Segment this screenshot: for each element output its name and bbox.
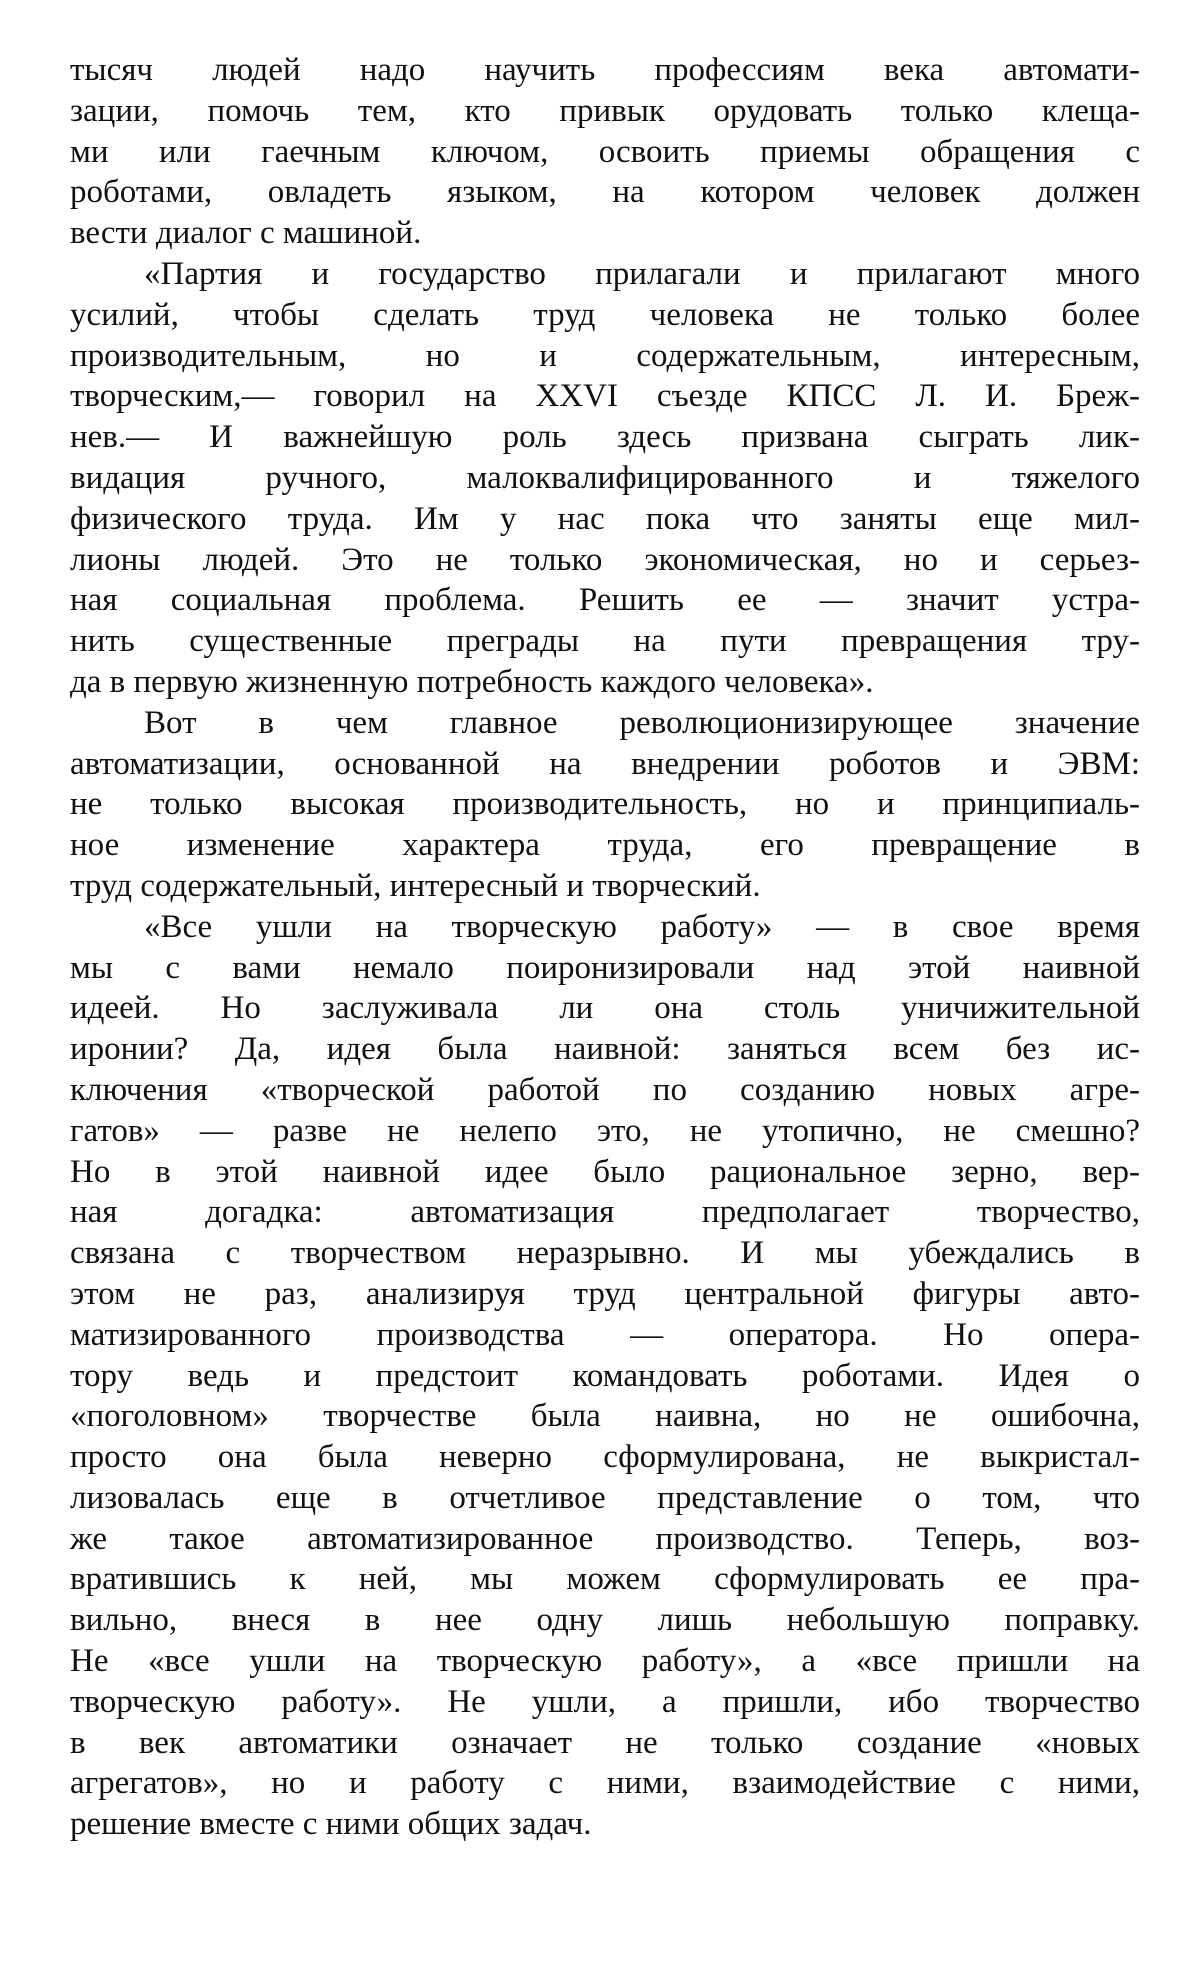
text-line: Вот в чем главное революционизирующее значение — [144, 704, 1140, 741]
text-line: ми или гаечным ключом, освоить приемы обращения с — [70, 133, 1140, 170]
text-line: не только высокая производительность, но и принципиаль- — [70, 786, 1140, 823]
paragraph-2 — [70, 254, 1140, 703]
text-line: Но в этой наивной идее было рациональное зерно, вер- — [70, 1153, 1140, 1190]
text-line: этом не раз, анализируя труд центральной фигуры авто- — [70, 1275, 1140, 1312]
text-line: иронии? Да, идея была наивной: заняться всем без ис- — [70, 1031, 1140, 1068]
text-line: вратившись к ней, мы можем сформулировать ее пра- — [70, 1561, 1140, 1598]
text-line: просто она была неверно сформулирована, не выкристал- — [70, 1439, 1140, 1476]
text-line: зации, помочь тем, кто привык орудовать только клеща- — [70, 92, 1140, 129]
text-line: роботами, овладеть языком, на котором человек должен — [70, 174, 1140, 211]
text-line: видация ручного, малоквалифицированного и тяжелого — [70, 459, 1140, 496]
paragraph-3 — [70, 703, 1140, 907]
text-line: лизовалась еще в отчетливое представление о том, что — [70, 1479, 1140, 1516]
text-line: в век автоматики означает не только создание «новых — [70, 1724, 1140, 1761]
text-line: автоматизации, основанной на внедрении роботов и ЭВМ: — [70, 745, 1140, 782]
text-line: же такое автоматизированное производство. Теперь, воз- — [70, 1520, 1140, 1557]
text-line: связана с творчеством неразрывно. И мы убеждались в — [70, 1235, 1140, 1272]
text-line: ное изменение характера труда, его превращение в — [70, 827, 1140, 864]
text-line: Не «все ушли на творческую работу», а «все пришли на — [70, 1643, 1140, 1680]
text-line: «Все ушли на творческую работу» — в свое время — [144, 908, 1140, 945]
text-line: «поголовном» творчестве была наивна, но не ошибочна, — [70, 1398, 1140, 1435]
text-line: матизированного производства — оператора. Но опера- — [70, 1316, 1140, 1353]
text-line: гатов» — разве не нелепо это, не утопично, не смешно? — [70, 1112, 1140, 1149]
text-line: ная догадка: автоматизация предполагает творчество, — [70, 1194, 1140, 1231]
text-line: лионы людей. Это не только экономическая, но и серьез- — [70, 541, 1140, 578]
text-line: «Партия и государство прилагали и прилагают много — [144, 255, 1140, 292]
text-line: агрегатов», но и работу с ними, взаимодействие с ними, — [70, 1765, 1140, 1802]
text-line: усилий, чтобы сделать труд человека не только более — [70, 296, 1140, 333]
text-line: ключения «творческой работой по созданию новых агре- — [70, 1071, 1140, 1108]
text-line: тору ведь и предстоит командовать роботами. Идея о — [70, 1357, 1140, 1394]
text-line: труд содержательный, интересный и творческий. — [70, 867, 761, 904]
paragraph-4 — [70, 907, 1140, 1845]
text-line: нев.— И важнейшую роль здесь призвана сыграть лик- — [70, 419, 1140, 456]
text-line: мы с вами немало поиронизировали над этой наивной — [70, 949, 1140, 986]
text-line: да в первую жизненную потребность каждого человека». — [70, 663, 874, 700]
text-line: творческим,— говорил на XXVI съезде КПСС Л. И. Бреж- — [70, 378, 1140, 415]
text-line: ная социальная проблема. Решить ее — значит устра- — [70, 582, 1140, 619]
paragraph-1 — [70, 50, 1140, 254]
text-line: производительным, но и содержательным, интересным, — [70, 337, 1140, 374]
text-line: тысяч людей надо научить профессиям века автомати- — [70, 52, 1140, 88]
book-page — [70, 50, 1140, 1845]
text-line: вильно, внеся в нее одну лишь небольшую поправку. — [70, 1602, 1140, 1639]
text-line: физического труда. Им у нас пока что заняты еще мил- — [70, 500, 1140, 537]
text-line: вести диалог с машиной. — [70, 215, 422, 252]
text-line: идеей. Но заслуживала ли она столь уничижительной — [70, 990, 1140, 1027]
text-line: творческую работу». Не ушли, а пришли, ибо творчество — [70, 1683, 1140, 1720]
text-line: нить существенные преграды на пути превращения тру- — [70, 623, 1140, 660]
text-line: решение вместе с ними общих задач. — [70, 1806, 592, 1843]
